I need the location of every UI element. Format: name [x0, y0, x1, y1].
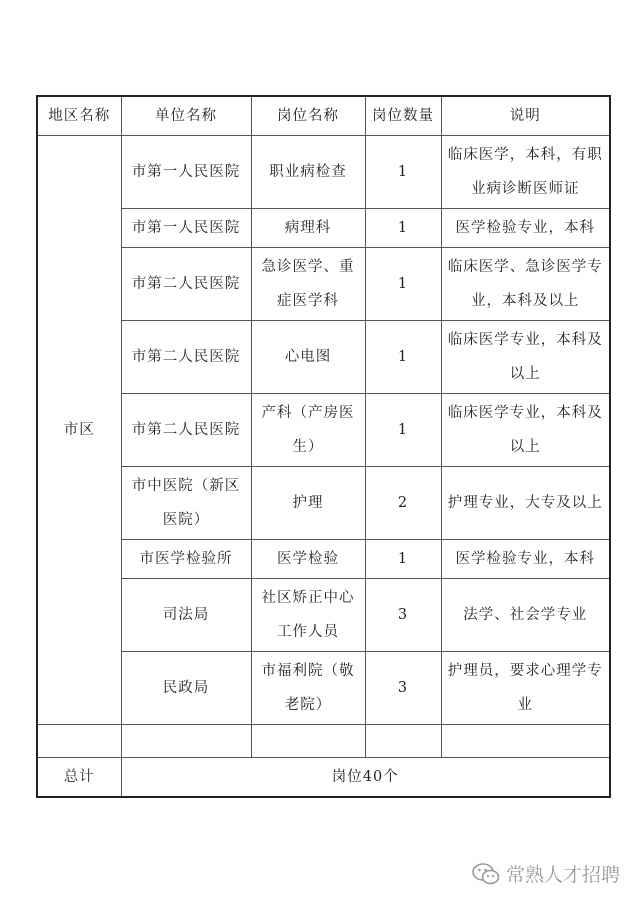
unit-cell: 市第二人民医院	[121, 394, 251, 467]
table-row	[37, 209, 610, 248]
count-cell: 1	[365, 248, 441, 321]
note-cell: 临床医学专业，本科及以上	[441, 321, 610, 394]
post-cell: 病理科	[251, 209, 365, 248]
empty-cell	[37, 725, 121, 758]
table-row	[37, 540, 610, 579]
count-cell: 1	[365, 540, 441, 579]
post-cell: 产科（产房医生）	[251, 394, 365, 467]
empty-row	[37, 725, 610, 758]
unit-cell: 市第一人民医院	[121, 136, 251, 209]
post-cell: 社区矫正中心工作人员	[251, 579, 365, 652]
header-post: 岗位名称	[251, 96, 365, 136]
watermark	[472, 860, 620, 887]
total-label: 总计	[37, 758, 121, 798]
count-cell: 2	[365, 467, 441, 540]
unit-cell: 市医学检验所	[121, 540, 251, 579]
post-cell: 护理	[251, 467, 365, 540]
table-row	[37, 136, 610, 209]
post-cell: 急诊医学、重症医学科	[251, 248, 365, 321]
note-cell: 医学检验专业，本科	[441, 540, 610, 579]
count-cell: 3	[365, 652, 441, 725]
note-cell: 临床医学，本科，有职业病诊断医师证	[441, 136, 610, 209]
unit-cell: 司法局	[121, 579, 251, 652]
count-cell: 1	[365, 209, 441, 248]
count-cell: 1	[365, 321, 441, 394]
count-cell: 1	[365, 136, 441, 209]
table-header-row	[37, 96, 610, 136]
header-count: 岗位数量	[365, 96, 441, 136]
post-cell: 职业病检查	[251, 136, 365, 209]
total-row	[37, 758, 610, 798]
table-row	[37, 652, 610, 725]
empty-cell	[251, 725, 365, 758]
empty-cell	[121, 725, 251, 758]
unit-cell: 市第二人民医院	[121, 321, 251, 394]
unit-cell: 民政局	[121, 652, 251, 725]
post-cell: 医学检验	[251, 540, 365, 579]
table-row	[37, 467, 610, 540]
table-row	[37, 248, 610, 321]
count-cell: 3	[365, 579, 441, 652]
table-row	[37, 579, 610, 652]
unit-cell: 市第二人民医院	[121, 248, 251, 321]
note-cell: 临床医学专业，本科及以上	[441, 394, 610, 467]
note-cell: 护理专业，大专及以上	[441, 467, 610, 540]
table-row	[37, 394, 610, 467]
empty-cell	[441, 725, 610, 758]
header-note: 说明	[441, 96, 610, 136]
empty-cell	[365, 725, 441, 758]
unit-cell: 市第一人民医院	[121, 209, 251, 248]
count-cell: 1	[365, 394, 441, 467]
note-cell: 临床医学、急诊医学专业，本科及以上	[441, 248, 610, 321]
post-cell: 心电图	[251, 321, 365, 394]
header-unit: 单位名称	[121, 96, 251, 136]
note-cell: 医学检验专业，本科	[441, 209, 610, 248]
header-region: 地区名称	[37, 96, 121, 136]
job-table	[36, 95, 611, 798]
post-cell: 市福利院（敬老院）	[251, 652, 365, 725]
note-cell: 法学、社会学专业	[441, 579, 610, 652]
wechat-icon	[472, 863, 500, 885]
total-value: 岗位40个	[121, 758, 610, 798]
note-cell: 护理员，要求心理学专业	[441, 652, 610, 725]
region-cell: 市区	[37, 136, 121, 725]
watermark-text: 常熟人才招聘	[505, 864, 620, 886]
unit-cell: 市中医院（新区医院）	[121, 467, 251, 540]
table-row	[37, 321, 610, 394]
